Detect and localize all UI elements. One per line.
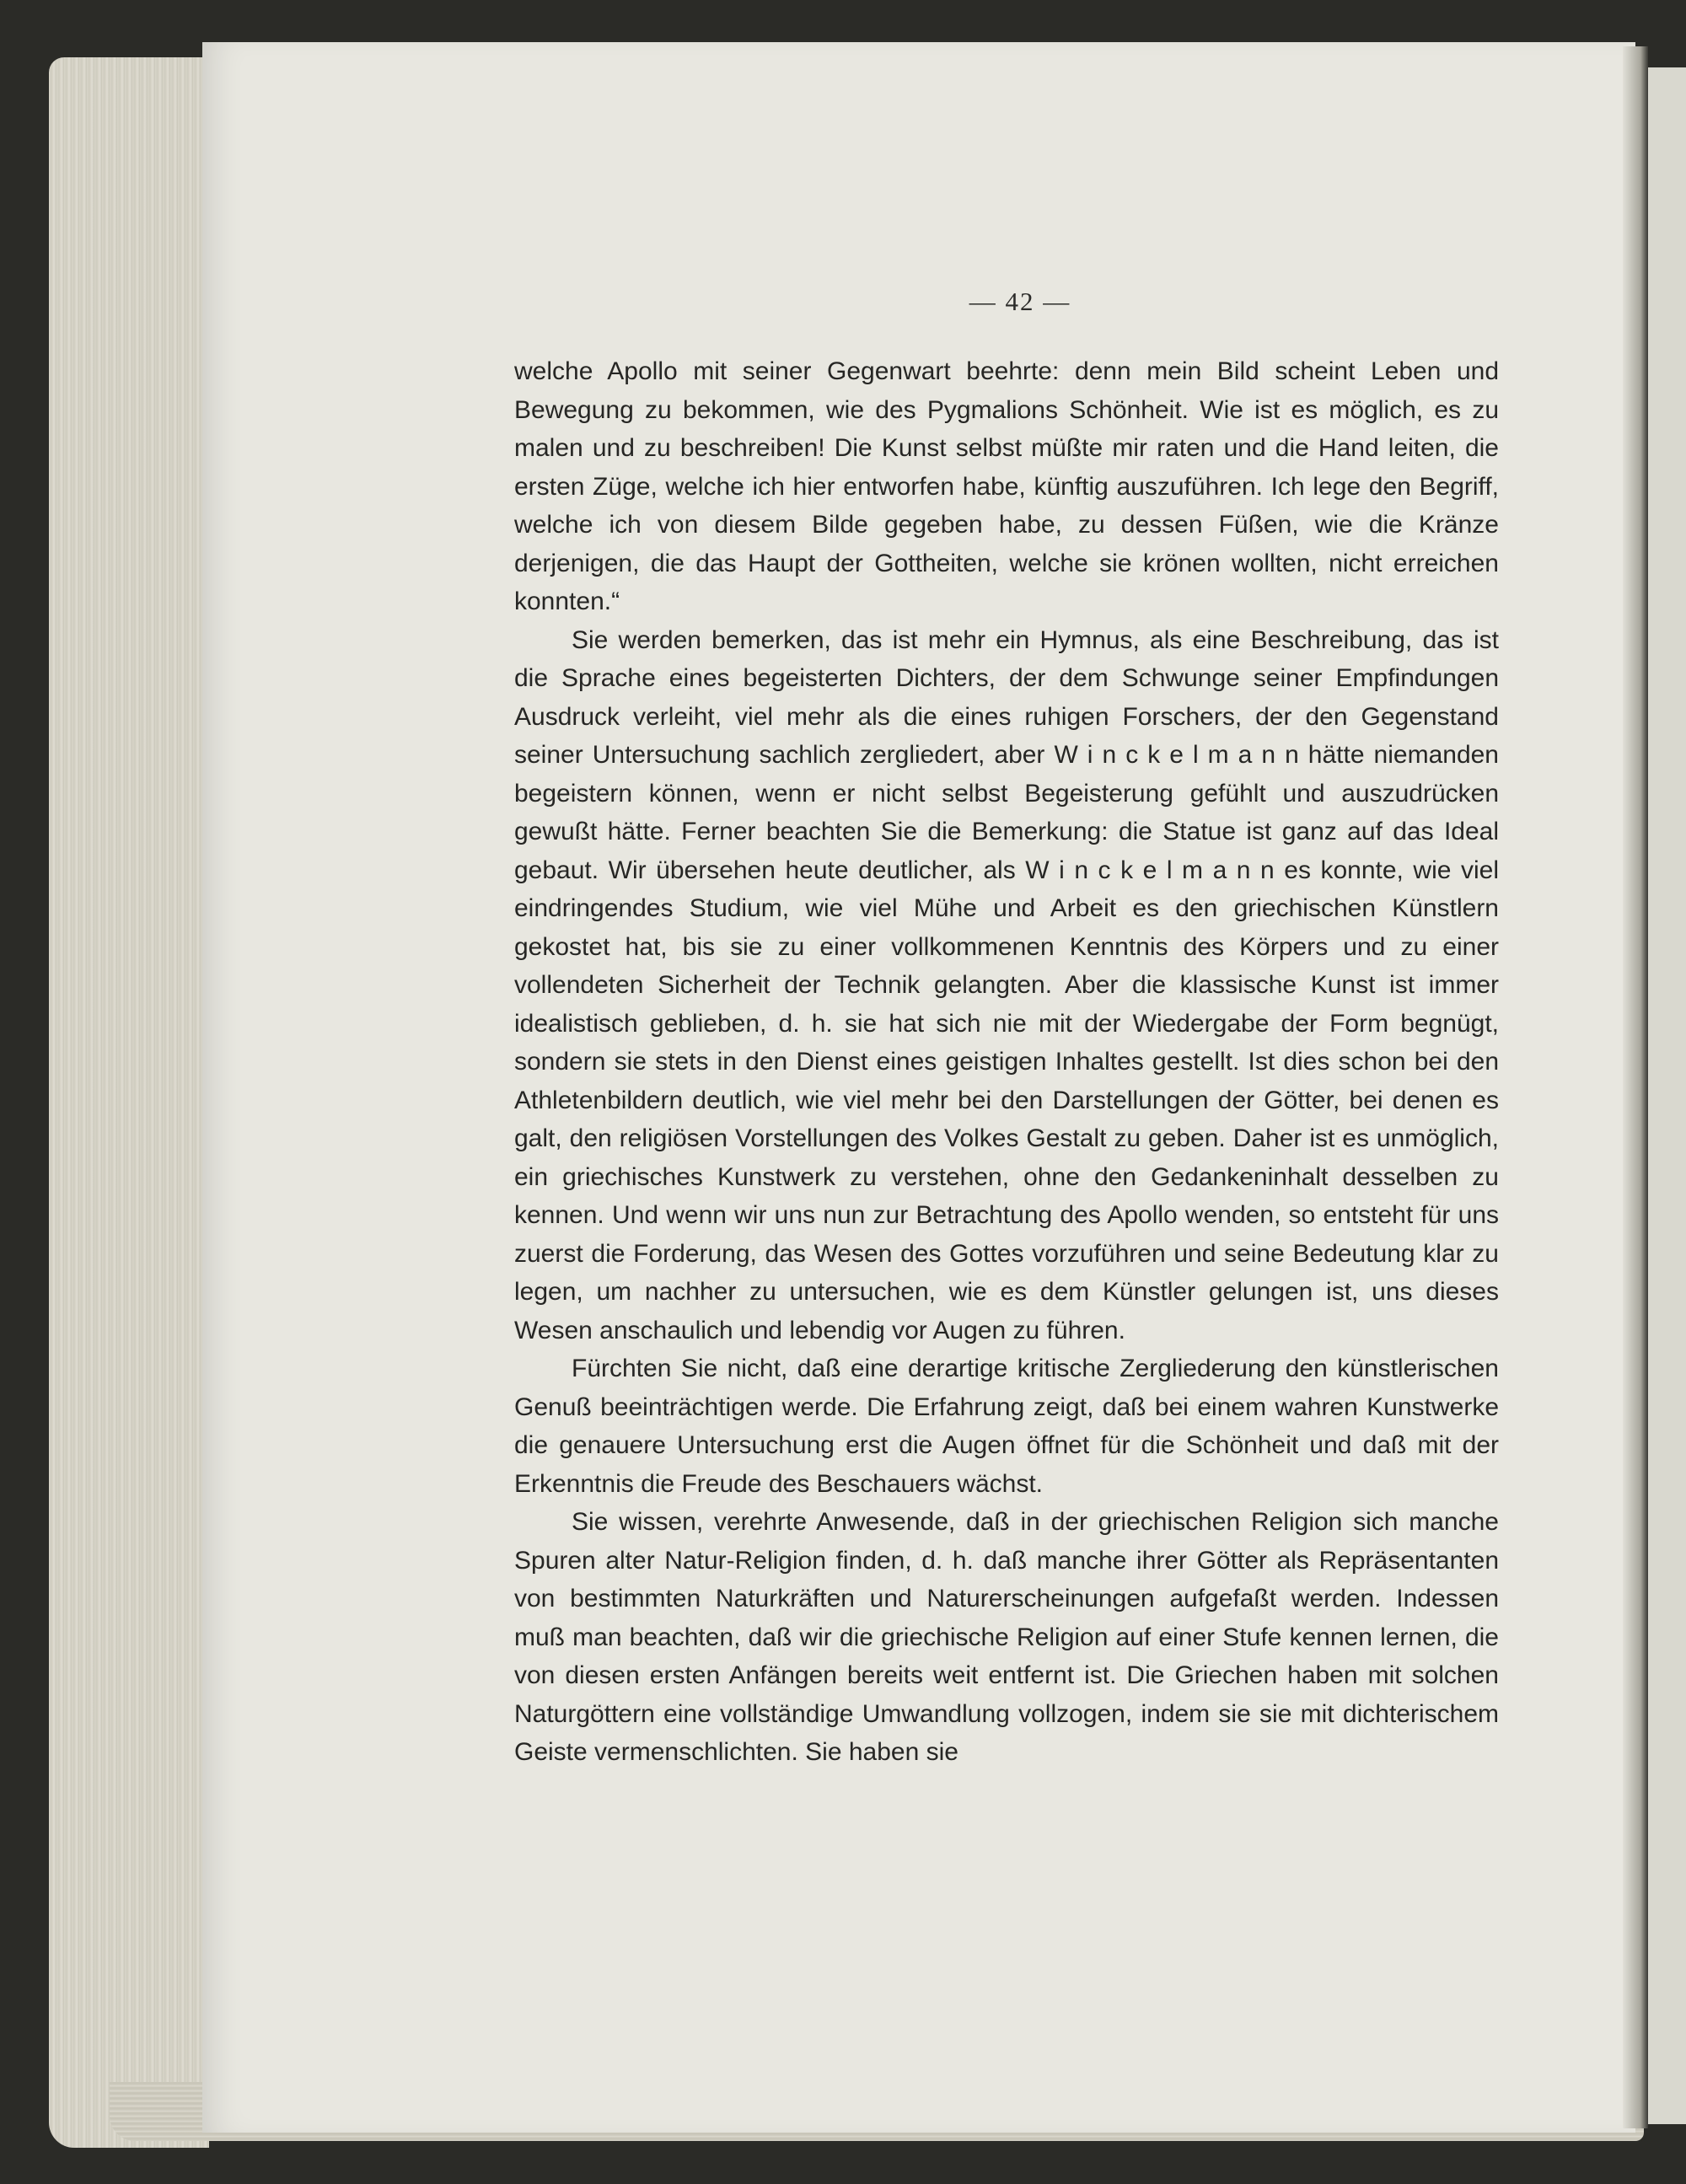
book-page-edges [49,57,209,2148]
paragraph-4: Sie wissen, verehrte Anwesende, daß in der griechischen Religion sich manche Spuren alter Natur-Religion finden, d. h. daß manche ihrer Götter als Repräsentanten von bestimmten Naturkräften und Naturerscheinungen aufgefaßt werden. Indessen muß man beachten, daß wir die griechische Religion auf einer Stufe kennen lernen, die von diesen ersten Anfängen bereits weit entfernt ist. Die Griechen haben mit solchen Naturgöttern eine vollständige Umwandlung vollzogen, indem sie sie mit dichterischem Geiste vermenschlichten. Sie haben sie [514,1508,1499,1766]
paragraph-2: Sie werden bemerken, das ist mehr ein Hymnus, als eine Beschreibung, das ist die Sprache eines begeisterten Dichters, der dem Schwunge seiner Empfindungen Ausdruck verleiht, viel mehr als die eines ruhigen Forschers, der den Gegenstand seiner Untersuchung sachlich zergliedert, aber W i n c k e l m a n n hätte niemanden begeistern können, wenn er nicht selbst Begeisterung gefühlt und auszudrücken gewußt hätte. Ferner beachten Sie die Bemerkung: die Statue ist ganz auf das Ideal gebaut. Wir übersehen heute deutlicher, als W i n c k e l m a n n es konnte, wie viel eindringendes Studium, wie viel Mühe und Arbeit es den griechischen Künstlern gekostet hat, bis sie zu einer vollkommenen Kenntnis des Körpers und zu einer vollendeten Sicherheit der Technik gelangten. Aber die klassische Kunst ist immer idealistisch geblieben, d. h. sie hat sich nie mit der Wiedergabe der Form begnügt, sondern sie stets in den Dienst eines geistigen Inhaltes gestellt. Ist dies schon bei den Athletenbildern deutlich, wie viel mehr bei den Darstellungen der Götter, bei denen es galt, den religiösen Vorstellungen des Volkes Gestalt zu geben. Daher ist es unmöglich, ein griechisches Kunstwerk zu verstehen, ohne den Gedankeninhalt desselben zu kennen. Und wenn wir uns nun zur Betrachtung des Apollo wenden, so entsteht für uns zuerst die Forderung, das Wesen des Gottes vorzuführen und seine Bedeutung klar zu legen, um nachher zu untersuchen, wie es dem Künstler gelungen ist, uns dieses Wesen anschaulich und lebendig vor Augen zu führen. [514,625,1499,1344]
paragraph-1: welche Apollo mit seiner Gegenwart beehrte: denn mein Bild scheint Leben und Bewegung zu bekommen, wie des Pygmalions Schönheit. Wie ist es möglich, es zu malen und zu beschreiben! Die Kunst selbst müßte mir raten und die Hand leiten, die ersten Züge, welche ich hier entworfen habe, künftig auszuführen. Ich lege den Begriff, welche ich von diesem Bilde gegeben habe, zu dessen Füßen, wie die Kränze derjenigen, die das Haupt der Gottheiten, welche sie krönen wollten, nicht erreichen konnten.“ [514,357,1499,615]
paragraph-3: Fürchten Sie nicht, daß eine derartige kritische Zergliederung den künstlerischen Genuß beeinträchtigen werde. Die Erfahrung zeigt, daß bei einem wahren Kunstwerke die genauere Untersuchung erst die Augen öffnet für die Schönheit und daß mit der Erkenntnis die Freude des Beschauers wächst. [514,1355,1499,1498]
page-number: — 42 — [969,287,1071,316]
body-text [514,352,1499,1772]
facing-page-edge [1648,67,1686,2124]
book-gutter [1623,46,1648,2128]
